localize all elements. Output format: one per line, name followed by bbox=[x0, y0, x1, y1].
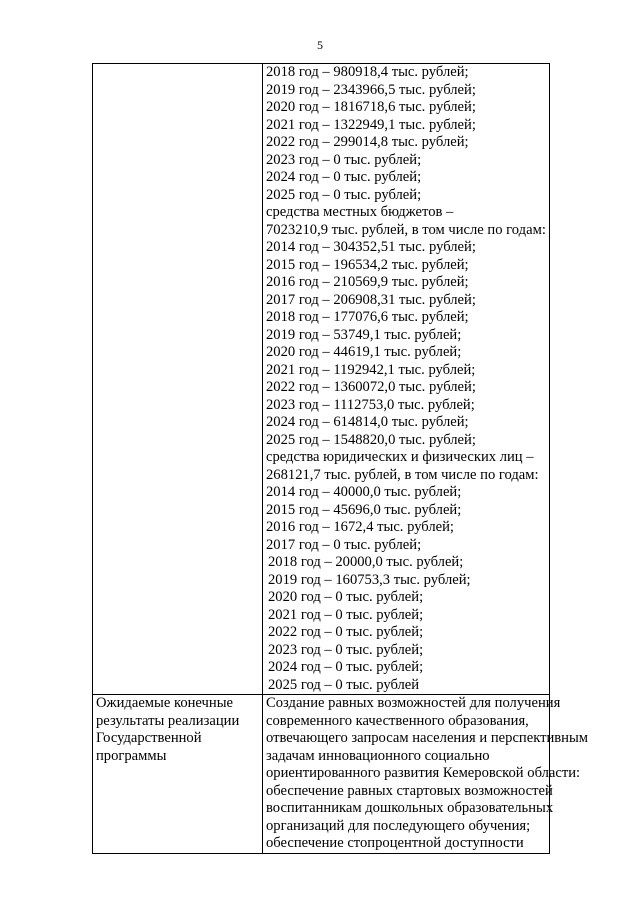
funding-line: 2025 год – 0 тыс. рублей bbox=[268, 676, 420, 693]
funding-cell bbox=[263, 64, 550, 695]
expected-results-label-line: результаты реализации bbox=[96, 712, 240, 729]
funding-line: 2022 год – 1360072,0 тыс. рублей; bbox=[266, 379, 476, 395]
expected-results-line: задачам инновационного социально bbox=[266, 747, 490, 764]
funding-line: 2018 год – 20000,0 тыс. рублей; bbox=[268, 554, 464, 570]
funding-line: 2014 год – 40000,0 тыс. рублей; bbox=[266, 484, 462, 500]
funding-line: 2020 год – 1816718,6 тыс. рублей; bbox=[266, 99, 476, 115]
funding-line: 2015 год – 45696,0 тыс. рублей; bbox=[266, 501, 462, 518]
program-passport-table bbox=[92, 63, 589, 854]
funding-line: 2014 год – 304352,51 тыс. рублей; bbox=[266, 239, 476, 255]
expected-results-line: обеспечение стопроцентной доступности bbox=[266, 835, 524, 851]
funding-line: 2024 год – 0 тыс. рублей; bbox=[268, 659, 424, 675]
expected-results-line: отвечающего запросам населения и перспективным bbox=[266, 730, 589, 746]
expected-results-label-cell bbox=[93, 695, 263, 854]
funding-line: 2025 год – 0 тыс. рублей; bbox=[266, 186, 422, 203]
funding-line: средства местных бюджетов – bbox=[266, 204, 454, 220]
funding-line: средства юридических и физических лиц – bbox=[266, 449, 534, 465]
funding-line: 2019 год – 160753,3 тыс. рублей; bbox=[268, 571, 471, 588]
funding-line: 2019 год – 2343966,5 тыс. рублей; bbox=[266, 81, 476, 98]
table-row-expected-results bbox=[93, 695, 550, 854]
funding-line: 2020 год – 0 тыс. рублей; bbox=[268, 589, 424, 605]
funding-line: 2017 год – 206908,31 тыс. рублей; bbox=[266, 291, 476, 308]
funding-line: 2023 год – 1112753,0 тыс. рублей; bbox=[266, 396, 475, 413]
funding-line: 2015 год – 196534,2 тыс. рублей; bbox=[266, 256, 469, 273]
funding-line: 2021 год – 1322949,1 тыс. рублей; bbox=[266, 116, 476, 133]
funding-line: 2016 год – 210569,9 тыс. рублей; bbox=[266, 274, 469, 290]
funding-line: 2024 год – 0 тыс. рублей; bbox=[266, 169, 422, 185]
expected-results-label-line: программы bbox=[96, 747, 167, 764]
funding-line: 2018 год – 177076,6 тыс. рублей; bbox=[266, 309, 469, 325]
expected-results-line: организаций для последующего обучения; bbox=[266, 817, 531, 834]
expected-results-line: современного качественного образования, bbox=[266, 712, 529, 729]
funding-line: 2024 год – 614814,0 тыс. рублей; bbox=[266, 414, 469, 430]
funding-line: 2022 год – 0 тыс. рублей; bbox=[268, 624, 424, 640]
funding-line: 2023 год – 0 тыс. рублей; bbox=[266, 151, 422, 168]
row-label-cell bbox=[93, 64, 263, 695]
funding-line: 2021 год – 0 тыс. рублей; bbox=[268, 606, 424, 623]
funding-line: 2016 год – 1672,4 тыс. рублей; bbox=[266, 519, 454, 535]
funding-line: 2022 год – 299014,8 тыс. рублей; bbox=[266, 134, 469, 150]
expected-results-line: обеспечение равных стартовых возможностей bbox=[266, 782, 553, 799]
expected-results-label-line: Ожидаемые конечные bbox=[96, 695, 233, 711]
funding-line: 2017 год – 0 тыс. рублей; bbox=[266, 536, 422, 553]
funding-line: 2019 год – 53749,1 тыс. рублей; bbox=[266, 326, 462, 343]
expected-results-line: ориентированного развития Кемеровской области: bbox=[266, 765, 581, 781]
expected-results-label-line: Государственной bbox=[96, 730, 202, 746]
expected-results-line: воспитанникам дошкольных образовательных bbox=[266, 800, 554, 816]
funding-line: 2023 год – 0 тыс. рублей; bbox=[268, 641, 424, 658]
funding-line: 2018 год – 980918,4 тыс. рублей; bbox=[266, 64, 469, 80]
table-row-funding bbox=[93, 64, 550, 695]
expected-results-line: Создание равных возможностей для получения bbox=[266, 695, 561, 711]
funding-line: 7023210,9 тыс. рублей, в том числе по годам: bbox=[266, 221, 546, 238]
funding-line: 268121,7 тыс. рублей, в том числе по годам: bbox=[266, 466, 539, 483]
expected-results-cell bbox=[263, 695, 589, 854]
funding-line: 2025 год – 1548820,0 тыс. рублей; bbox=[266, 431, 476, 448]
funding-line: 2020 год – 44619,1 тыс. рублей; bbox=[266, 344, 462, 360]
page-number: 5 bbox=[317, 38, 323, 52]
funding-line: 2021 год – 1192942,1 тыс. рублей; bbox=[266, 361, 476, 378]
